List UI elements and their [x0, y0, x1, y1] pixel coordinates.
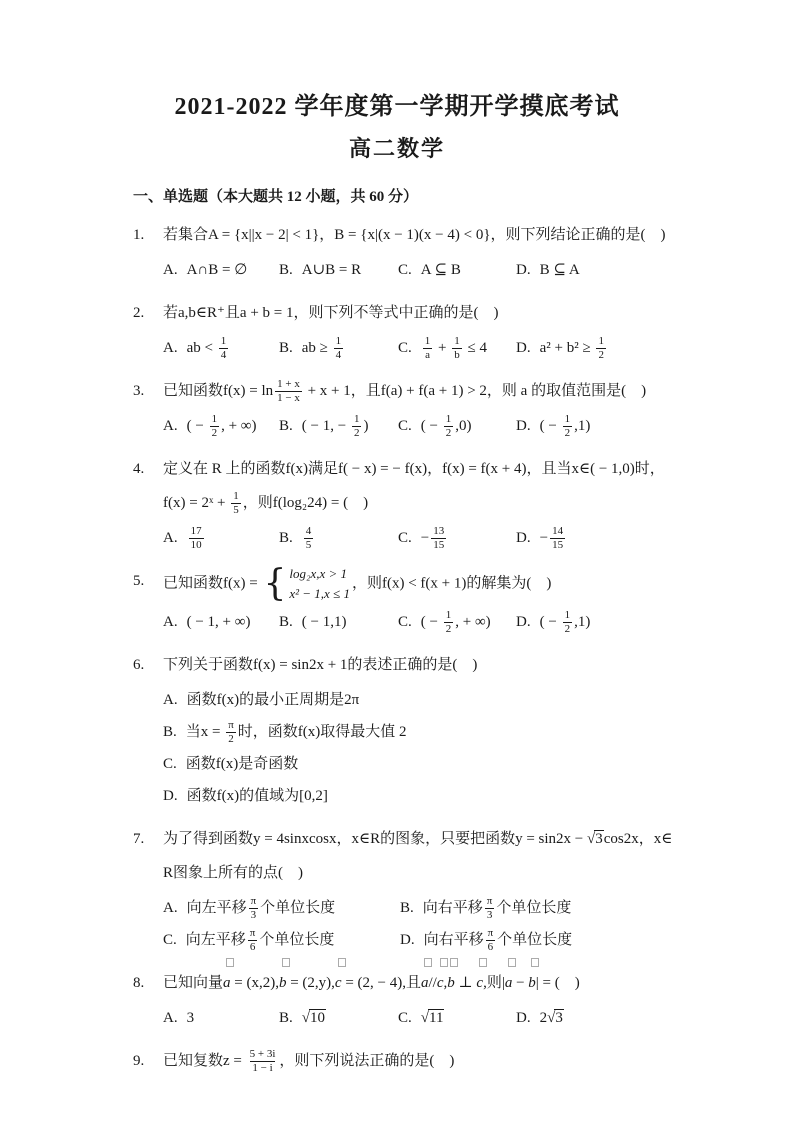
option-text: ( − $\frac{1}{2}$ , + ∞) — [186, 413, 257, 440]
option-text: ( − $\frac{1}{2}$ ,1) — [539, 413, 591, 440]
fraction-denominator: 15 — [552, 539, 564, 552]
option-text: 函数f(x)的最小正周期是2π — [186, 692, 360, 708]
question-stem-line: 下列关于函数f(x) = sin2x + 1的表述正确的是( ) — [163, 657, 478, 673]
vector-box-icon — [424, 958, 432, 967]
option — [398, 606, 516, 638]
option — [400, 924, 736, 956]
vector-letter: c — [436, 975, 444, 991]
question — [133, 564, 736, 638]
vector-letter: a — [421, 975, 429, 991]
fraction-numerator: 1 — [335, 335, 342, 348]
option-text: ab < $\frac{1}{4}$ — [186, 335, 227, 362]
option-label: B. — [400, 900, 414, 916]
question — [133, 218, 736, 286]
fraction — [248, 927, 258, 954]
option-label: C. — [398, 614, 412, 630]
option-label: C. — [163, 932, 177, 948]
option-label: D. — [516, 530, 531, 546]
question-stem-line: 已知复数z = $\frac{5 + 3i}{1 - i}$ ，则下列说法正确的是( ) — [163, 1048, 455, 1075]
option-text: ( − $\frac{1}{2}$ , + ∞) — [420, 609, 491, 636]
option-text — [421, 1009, 445, 1026]
vector-letter: b — [278, 975, 287, 991]
option-label: C. — [398, 340, 412, 356]
option-label: A. — [163, 900, 178, 916]
fraction-denominator: 3 — [486, 909, 493, 922]
fraction-denominator: 6 — [249, 941, 256, 954]
fraction-denominator: 1 − i — [252, 1062, 273, 1075]
fraction — [219, 335, 229, 362]
question-number: 4. — [133, 461, 145, 477]
question-stem-line: 为了得到函数y = 4sinxcosx，x∈R的图象，只要把函数y = sin2x − √3cos2x，x∈ — [163, 831, 673, 847]
option-label: D. — [516, 614, 531, 630]
option-label: B. — [279, 614, 293, 630]
question-body — [163, 564, 736, 638]
option — [398, 332, 516, 364]
fraction-denominator: 4 — [220, 349, 227, 362]
vector-letter: b — [447, 975, 455, 991]
cases-row: log₂x,x > 1 — [289, 566, 348, 581]
radical-sign-icon: √ — [420, 1010, 428, 1026]
option — [163, 522, 279, 554]
fraction-denominator: 2 — [445, 427, 452, 440]
question-body — [163, 296, 736, 364]
option — [400, 892, 736, 924]
fraction-denominator: 2 — [228, 733, 234, 746]
fraction-denominator: 2 — [564, 427, 571, 440]
fraction-numerator: 13 — [433, 525, 445, 538]
option-label: C. — [163, 756, 177, 772]
question — [133, 822, 736, 956]
cases-brace-icon: { — [263, 563, 287, 604]
options — [163, 332, 736, 364]
fraction-numerator: 1 — [445, 413, 452, 426]
fraction-denominator: b — [454, 349, 460, 362]
option-label: A. — [163, 418, 178, 434]
fraction-denominator: 10 — [190, 539, 202, 552]
option — [163, 716, 736, 748]
question — [133, 452, 736, 554]
square-root — [547, 1009, 564, 1026]
question-stem-line: f(x) = 2ˣ + $\frac{1}{5}$ ，则f(log₂24) = ( ) — [163, 490, 369, 517]
fraction — [226, 719, 236, 746]
vector-letter: b — [528, 975, 536, 991]
fraction-denominator: 2 — [211, 427, 218, 440]
options — [163, 684, 736, 812]
vector-box-icon — [531, 958, 539, 967]
option-label: C. — [398, 418, 412, 434]
option — [163, 924, 400, 956]
question-stem-line: 已知函数f(x) = ln $\frac{1 + x}{1 - x}$ + x + 1，且f(a) + f(a + 1) > 2，则 a 的取值范围是( ) — [163, 378, 647, 405]
option — [163, 892, 400, 924]
fraction — [249, 895, 259, 922]
question-body — [163, 452, 736, 554]
option — [163, 748, 736, 780]
question-body — [163, 374, 736, 442]
radicand: 11 — [429, 1010, 444, 1026]
option-label: C. — [398, 530, 412, 546]
fraction-numerator: 1 — [454, 335, 460, 348]
fraction-denominator: 4 — [335, 349, 342, 362]
option-text: 向左平移 $\frac{\pi}{3}$ 个单位长度 — [186, 895, 336, 922]
option — [163, 410, 279, 442]
fraction-denominator: 5 — [305, 539, 312, 552]
fraction-numerator: π — [249, 927, 256, 940]
option — [516, 410, 736, 442]
question-number: 5. — [133, 573, 145, 589]
option — [516, 1002, 736, 1034]
exam-subtitle: 高二数学 — [348, 136, 445, 161]
option-label: D. — [516, 418, 531, 434]
fraction-numerator: 1 — [211, 413, 218, 426]
option — [163, 606, 279, 638]
radicand: 3 — [555, 1010, 563, 1026]
option-text: B ⊆ A — [539, 262, 580, 278]
option-text: $\frac{1}{a}$ + $\frac{1}{b}$ ≤ 4 — [424, 335, 487, 362]
vector-letter: a — [504, 975, 513, 991]
fraction — [431, 525, 446, 552]
option-label: A. — [163, 692, 178, 708]
option-label: D. — [516, 1010, 531, 1026]
question-stem-line: 定义在 R 上的函数f(x)满足f( − x) = − f(x)，f(x) = f(x + 4)，且当x∈( − 1,0)时， — [163, 461, 665, 477]
question-body — [163, 218, 736, 286]
option-text — [302, 1009, 326, 1026]
fraction-numerator: 5 + 3i — [249, 1048, 276, 1061]
option-label: C. — [398, 262, 412, 278]
fraction — [563, 609, 573, 636]
piecewise-cases — [263, 564, 350, 604]
option — [279, 1002, 398, 1034]
option-label: A. — [163, 1010, 178, 1026]
fraction-numerator: π — [250, 895, 257, 908]
option — [398, 522, 516, 554]
question-number: 2. — [133, 305, 145, 321]
options — [163, 522, 736, 554]
question-number: 9. — [133, 1053, 145, 1069]
option-text: A∩B = ∅ — [186, 262, 248, 278]
fraction-denominator: 2 — [353, 427, 360, 440]
vector-symbol — [223, 966, 231, 1000]
vector-symbol — [528, 966, 536, 1000]
question-number: 8. — [133, 975, 145, 991]
question-body — [163, 966, 736, 1034]
option-text: ( − $\frac{1}{2}$ ,1) — [539, 609, 591, 636]
question-number: 3. — [133, 383, 145, 399]
vector-symbol — [447, 966, 455, 1000]
option-text: 函数f(x)的值域为[0,2] — [186, 788, 328, 804]
question-stem-line: 已知函数f(x) = { log₂x,x > 1 x² − 1,x ≤ 1 ，则f(x) < f(x + 1)的解集为( ) — [163, 563, 552, 604]
fraction — [334, 335, 344, 362]
fraction — [563, 413, 573, 440]
fraction-denominator: 2 — [598, 349, 604, 362]
option-text: ( − 1, + ∞) — [186, 614, 251, 630]
options — [163, 254, 736, 286]
radical-sign-icon: √ — [301, 1010, 309, 1026]
option — [516, 522, 736, 554]
question-body — [163, 1044, 736, 1078]
question-body — [163, 822, 736, 956]
fraction-denominator: 5 — [233, 504, 239, 517]
option-label: D. — [400, 932, 415, 948]
fraction — [452, 335, 462, 362]
option-label: B. — [279, 418, 293, 434]
option-text: 3 — [186, 1010, 195, 1026]
option — [279, 522, 398, 554]
option-text: − $\frac{13}{15}$ — [420, 525, 445, 552]
option — [398, 254, 516, 286]
fraction — [423, 335, 433, 362]
option — [398, 410, 516, 442]
fraction — [248, 1048, 278, 1075]
fraction — [596, 335, 606, 362]
question-stem-line: 若a,b∈R⁺且a + b = 1，则下列不等式中正确的是( ) — [163, 305, 499, 321]
options — [163, 892, 736, 956]
fraction-denominator: a — [425, 349, 430, 362]
option — [279, 410, 398, 442]
square-root — [302, 1009, 326, 1026]
exam-body — [0, 164, 794, 1078]
fraction — [304, 525, 314, 552]
options — [163, 1002, 736, 1034]
fraction-denominator: 1 − x — [277, 392, 300, 405]
option — [516, 254, 736, 286]
option-text: ( − 1,1) — [301, 614, 347, 630]
fraction-denominator: 2 — [564, 623, 571, 636]
fraction — [189, 525, 204, 552]
option-text: 向右平移 $\frac{\pi}{6}$ 个单位长度 — [423, 927, 573, 954]
option-text: A∪B = R — [301, 262, 362, 278]
fraction-numerator: 1 + x — [277, 378, 300, 391]
fraction-numerator: π — [486, 895, 493, 908]
fraction-numerator: 1 — [220, 335, 227, 348]
fraction-numerator: 4 — [305, 525, 312, 538]
radical-sign-icon: √ — [587, 831, 595, 847]
option — [516, 332, 736, 364]
vector-letter: c — [476, 975, 484, 991]
question-list — [133, 218, 736, 1078]
option-text: 当x = $\frac{\pi}{2}$ 时，函数f(x)取得最大值 2 — [185, 719, 407, 746]
fraction-numerator: 1 — [564, 609, 571, 622]
option — [279, 606, 398, 638]
fraction — [486, 927, 496, 954]
option-text: 函数f(x)是奇函数 — [185, 756, 299, 772]
option-label: A. — [163, 340, 178, 356]
fraction-numerator: 1 — [353, 413, 360, 426]
question — [133, 296, 736, 364]
question-stem-line: 若集合A = {x||x − 2| < 1}，B = {x|(x − 1)(x − 4) < 0}，则下列结论正确的是( ) — [163, 227, 666, 243]
radicand: 10 — [310, 1010, 325, 1026]
fraction-numerator: 1 — [598, 335, 604, 348]
question-stem-line: 已知向量 a = (x,2), b = (2,y), c = (2, − 4),且 a// c, b ⊥ c,则| a − b| = ( ) — [163, 966, 736, 1000]
exam-title: 2021-2022 学年度第一学期开学摸底考试 — [174, 94, 620, 120]
option — [398, 1002, 516, 1034]
question — [133, 374, 736, 442]
question-number: 7. — [133, 831, 145, 847]
option-label: B. — [279, 340, 293, 356]
exam-header — [0, 0, 794, 164]
fraction — [210, 413, 220, 440]
option — [163, 780, 736, 812]
fraction-numerator: 1 — [233, 490, 239, 503]
option-text: a² + b² ≥ $\frac{1}{2}$ — [539, 335, 604, 362]
option-label: B. — [279, 262, 293, 278]
option — [163, 332, 279, 364]
vector-symbol — [437, 966, 444, 1000]
option — [163, 1002, 279, 1034]
option-label: C. — [398, 1010, 412, 1026]
fraction-numerator: 1 — [424, 335, 431, 348]
option-text: ab ≥ $\frac{1}{4}$ — [301, 335, 342, 362]
option-label: A. — [163, 530, 178, 546]
option-text — [302, 525, 316, 552]
fraction-numerator: π — [228, 719, 234, 732]
radical-sign-icon: √ — [547, 1010, 555, 1026]
fraction-numerator: π — [487, 927, 494, 940]
fraction — [444, 609, 454, 636]
cases-rows — [289, 564, 350, 604]
vector-symbol — [505, 966, 513, 1000]
option-label: D. — [516, 262, 531, 278]
vector-box-icon — [282, 958, 290, 967]
vector-box-icon — [450, 958, 458, 967]
question-stem-line: R图象上所有的点( ) — [163, 865, 303, 881]
option-text — [187, 525, 206, 552]
question — [133, 1044, 736, 1078]
vector-symbol — [421, 966, 429, 1000]
vector-box-icon — [338, 958, 346, 967]
fraction — [485, 895, 495, 922]
option-text: 向右平移 $\frac{\pi}{3}$ 个单位长度 — [422, 895, 572, 922]
options — [163, 410, 736, 442]
option-label: B. — [279, 1010, 293, 1026]
option-label: D. — [516, 340, 531, 356]
option-label: B. — [279, 530, 293, 546]
fraction — [275, 378, 302, 405]
fraction-denominator: 2 — [445, 623, 452, 636]
option-text: A ⊆ B — [420, 262, 461, 278]
question — [133, 648, 736, 812]
question-number: 6. — [133, 657, 145, 673]
option-text: 向左平移 $\frac{\pi}{6}$ 个单位长度 — [185, 927, 335, 954]
fraction-denominator: 15 — [433, 539, 445, 552]
option — [279, 254, 398, 286]
vector-symbol — [279, 966, 287, 1000]
fraction-denominator: 3 — [250, 909, 257, 922]
fraction-numerator: 1 — [564, 413, 571, 426]
option-text: − $\frac{14}{15}$ — [539, 525, 564, 552]
square-root — [587, 830, 604, 847]
vector-box-icon — [226, 958, 234, 967]
fraction — [444, 413, 454, 440]
section-heading: 一、单选题（本大题共 12 小题，共 60 分） — [133, 189, 419, 205]
option-text: ( − $\frac{1}{2}$ ,0) — [420, 413, 472, 440]
option-label: A. — [163, 262, 178, 278]
square-root — [421, 1009, 445, 1026]
cases-row: x² − 1,x ≤ 1 — [289, 586, 350, 601]
question-number: 1. — [133, 227, 145, 243]
option — [516, 606, 736, 638]
option-label: D. — [163, 788, 178, 804]
option — [163, 254, 279, 286]
fraction-numerator: 14 — [552, 525, 564, 538]
vector-letter: a — [223, 975, 231, 991]
fraction-denominator: 6 — [487, 941, 494, 954]
fraction — [352, 413, 362, 440]
option-label: A. — [163, 614, 178, 630]
fraction — [231, 490, 241, 517]
vector-box-icon — [508, 958, 516, 967]
question-body — [163, 648, 736, 812]
options — [163, 606, 736, 638]
question — [133, 966, 736, 1034]
vector-symbol — [476, 966, 483, 1000]
option — [163, 684, 736, 716]
radicand: 3 — [595, 831, 603, 847]
vector-box-icon — [479, 958, 487, 967]
option-text: 2√3 — [539, 1010, 563, 1026]
fraction-numerator: 17 — [190, 525, 202, 538]
vector-letter: c — [334, 975, 342, 991]
option — [279, 332, 398, 364]
fraction-numerator: 1 — [445, 609, 452, 622]
fraction — [550, 525, 565, 552]
option-label: B. — [163, 724, 177, 740]
option-text: ( − 1, − $\frac{1}{2}$ ) — [301, 413, 369, 440]
vector-symbol — [335, 966, 342, 1000]
